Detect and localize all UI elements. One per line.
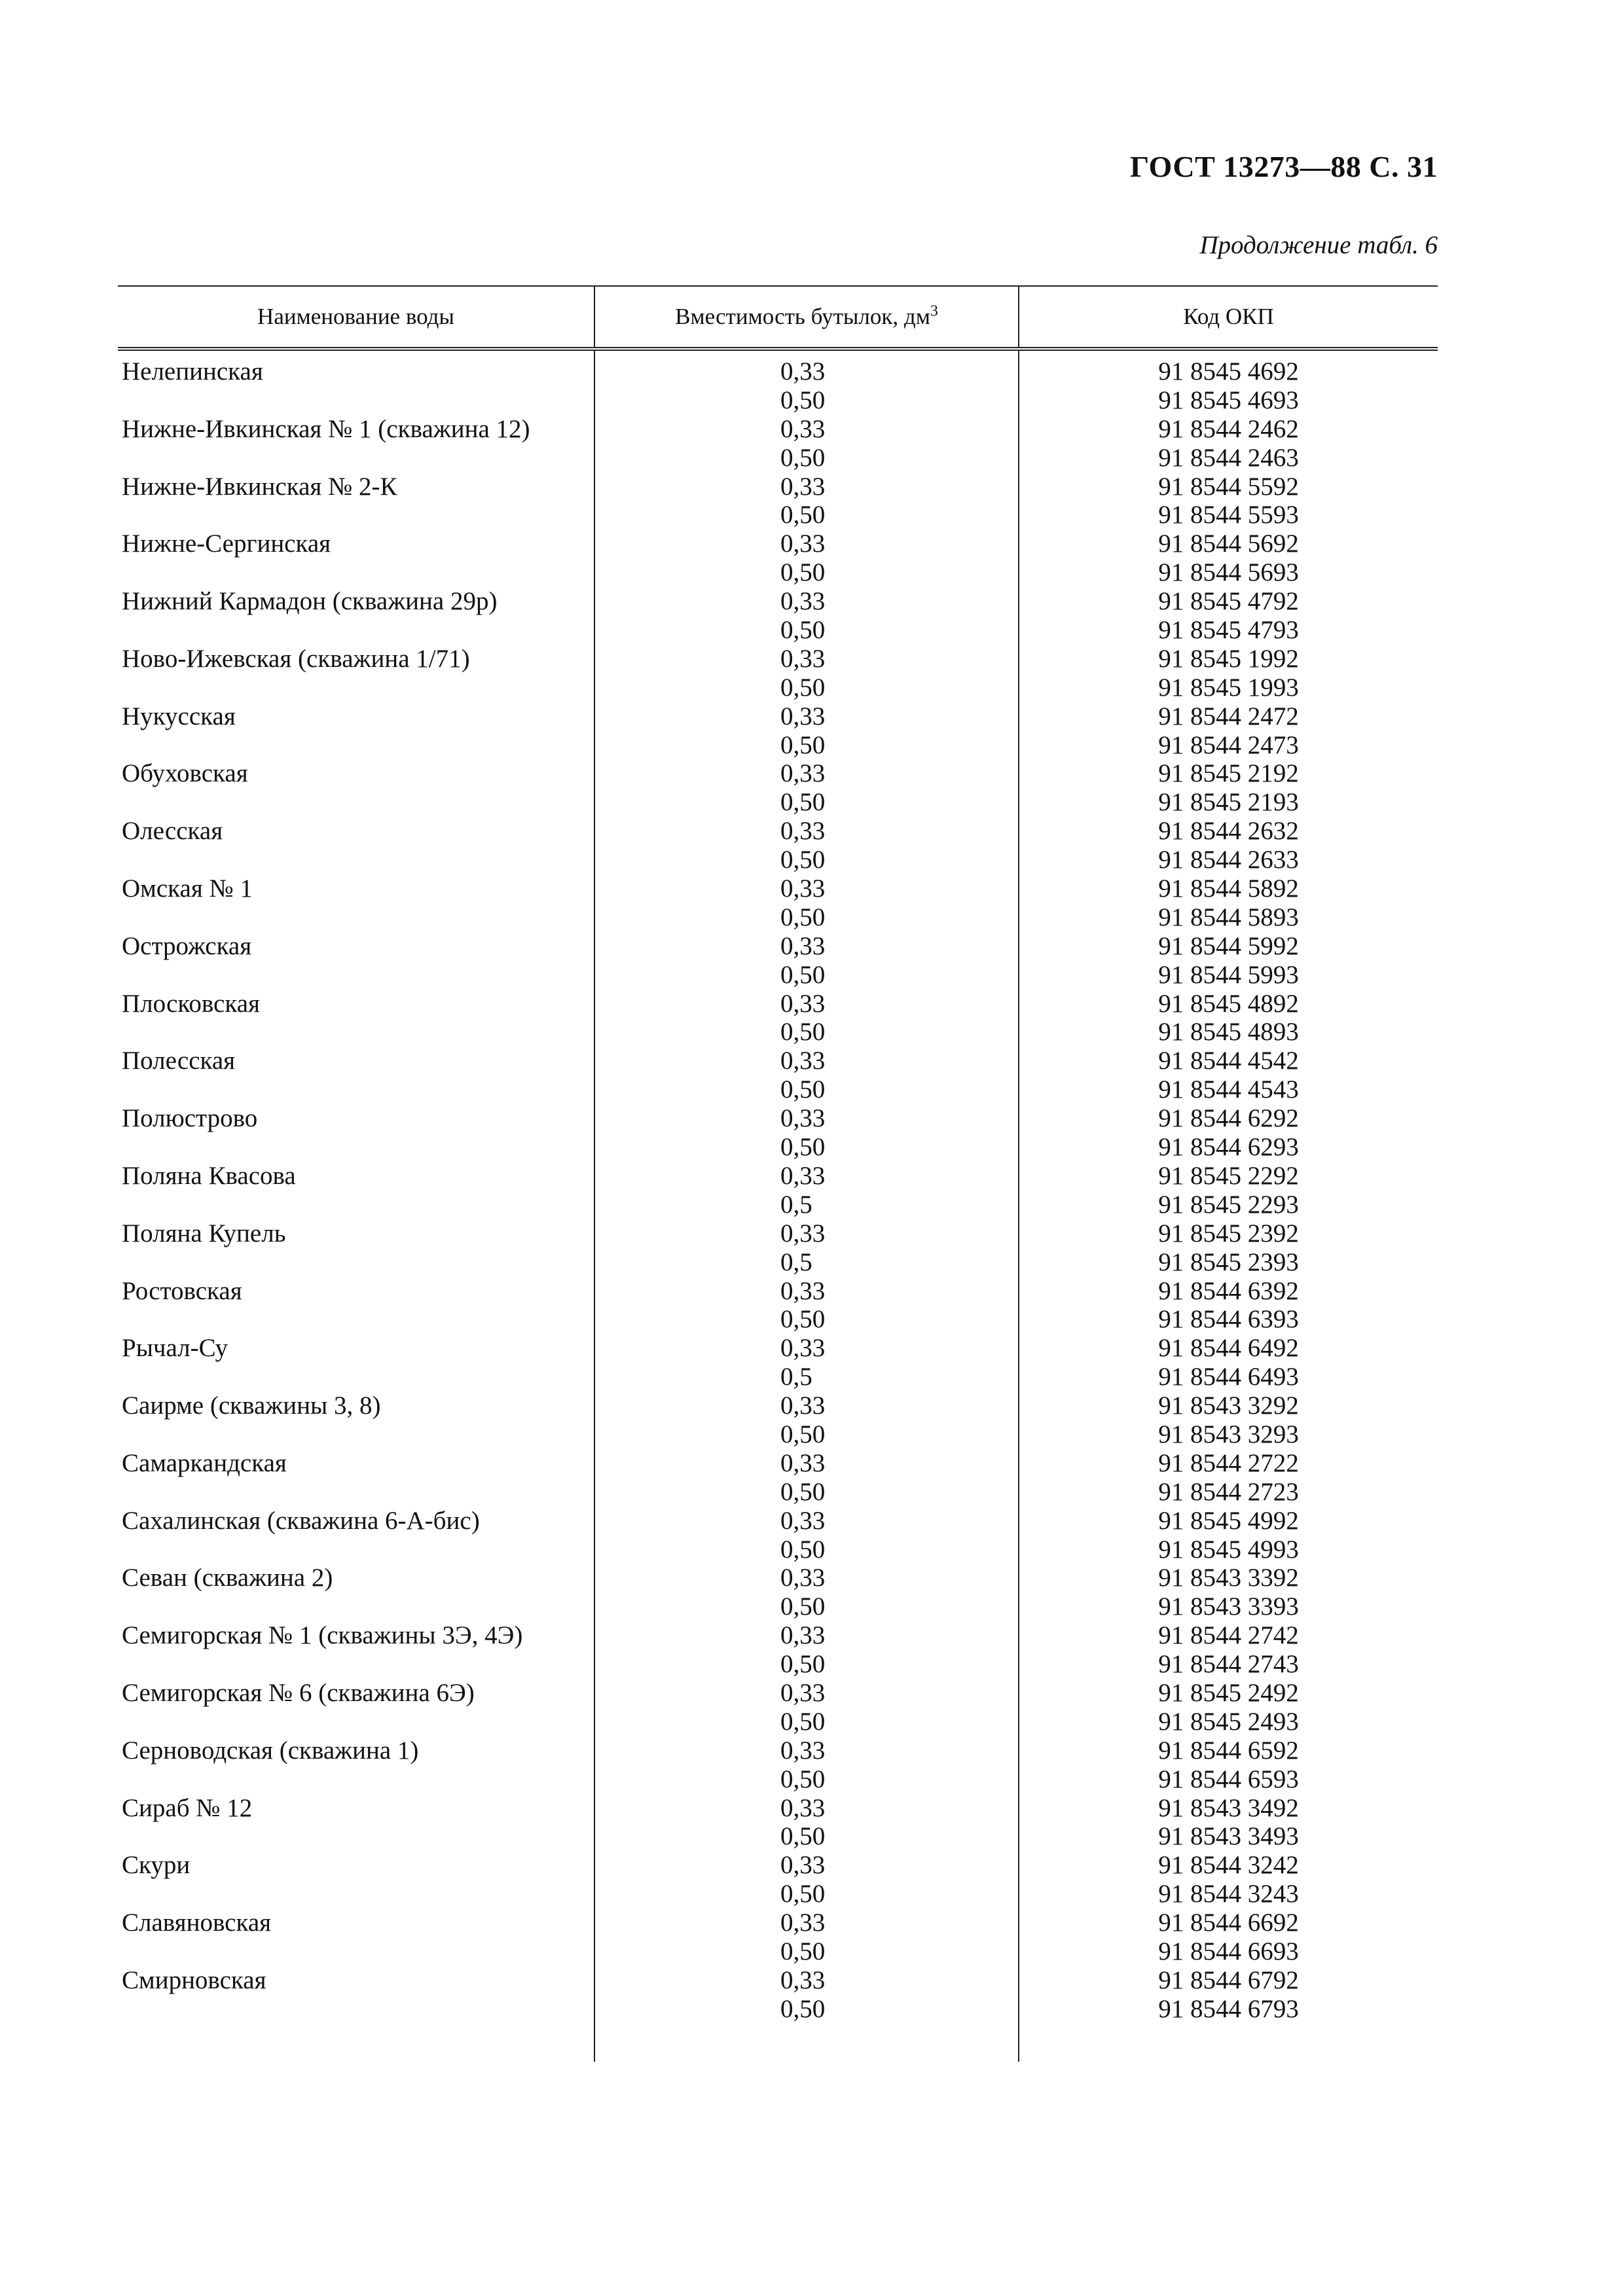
capacity-value: 0,50 bbox=[780, 1765, 826, 1793]
water-name: Нижний Кармадон (скважина 29р) bbox=[122, 587, 498, 616]
capacity-value: 0,50 bbox=[780, 501, 826, 529]
water-name: Нукусская bbox=[122, 702, 236, 730]
capacity-value: 0,33 bbox=[780, 1448, 826, 1477]
capacity-line bbox=[595, 1191, 1018, 1219]
table-body-row bbox=[118, 349, 1438, 2062]
water-table bbox=[118, 285, 1438, 2062]
water-name-spacer bbox=[122, 1937, 594, 1966]
capacity-value: 0,33 bbox=[780, 1219, 826, 1247]
okp-code: 91 8544 2723 bbox=[1158, 1477, 1299, 1506]
water-name-spacer bbox=[122, 961, 594, 990]
water-name: Олесская bbox=[122, 817, 223, 846]
capacity-line bbox=[595, 1305, 1018, 1334]
water-name: Сираб № 12 bbox=[122, 1793, 253, 1822]
water-name: Нижне-Сергинская bbox=[122, 529, 331, 558]
okp-code: 91 8543 3393 bbox=[1158, 1592, 1299, 1621]
okp-code: 91 8544 6293 bbox=[1158, 1133, 1299, 1162]
capacity-line bbox=[595, 903, 1018, 932]
capacity-value: 0,50 bbox=[780, 788, 826, 817]
water-name: Севан (скважина 2) bbox=[122, 1564, 333, 1592]
okp-code: 91 8545 4893 bbox=[1158, 1018, 1299, 1047]
capacity-value: 0,50 bbox=[780, 558, 826, 587]
capacity-line bbox=[595, 1162, 1018, 1191]
okp-code: 91 8544 6292 bbox=[1158, 1104, 1299, 1133]
water-name: Острожская bbox=[122, 931, 252, 960]
capacity-line bbox=[595, 1507, 1018, 1535]
okp-code: 91 8545 2292 bbox=[1158, 1161, 1299, 1190]
okp-code: 91 8545 4892 bbox=[1158, 989, 1299, 1018]
capacity-value: 0,5 bbox=[780, 1247, 812, 1276]
okp-code: 91 8544 2463 bbox=[1158, 443, 1299, 472]
capacity-value: 0,33 bbox=[780, 472, 826, 501]
water-name-spacer bbox=[122, 1248, 594, 1277]
capacity-line bbox=[595, 529, 1018, 558]
okp-code: 91 8545 2192 bbox=[1158, 759, 1299, 788]
capacity-value: 0,33 bbox=[780, 874, 826, 903]
okp-code: 91 8544 5893 bbox=[1158, 903, 1299, 931]
water-name-spacer bbox=[122, 501, 594, 529]
okp-code: 91 8543 3293 bbox=[1158, 1420, 1299, 1448]
capacity-line bbox=[595, 1277, 1018, 1306]
capacity-line bbox=[595, 1018, 1018, 1047]
okp-code: 91 8544 5993 bbox=[1158, 960, 1299, 989]
water-name: Поляна Квасова bbox=[122, 1161, 296, 1190]
capacity-value: 0,33 bbox=[780, 1564, 826, 1592]
water-name: Ново-Ижевская (скважина 1/71) bbox=[122, 644, 470, 673]
column-header-name: Наименование воды bbox=[118, 286, 594, 349]
water-name-spacer bbox=[122, 1880, 594, 1909]
water-name: Полюстрово bbox=[122, 1104, 258, 1133]
capacity-value: 0,33 bbox=[780, 1793, 826, 1822]
okp-code: 91 8545 4792 bbox=[1158, 587, 1299, 616]
capacity-value: 0,33 bbox=[780, 587, 826, 616]
water-name-spacer bbox=[122, 616, 594, 645]
okp-code: 91 8544 5593 bbox=[1158, 501, 1299, 529]
okp-code: 91 8544 5693 bbox=[1158, 558, 1299, 587]
water-name: Семигорская № 6 (скважина 6Э) bbox=[122, 1678, 475, 1707]
capacity-value: 0,50 bbox=[780, 1477, 826, 1506]
capacity-line bbox=[595, 874, 1018, 903]
okp-code: 91 8544 5692 bbox=[1158, 529, 1299, 558]
capacity-value: 0,33 bbox=[780, 644, 826, 673]
okp-code: 91 8544 5592 bbox=[1158, 472, 1299, 501]
capacity-line bbox=[595, 846, 1018, 874]
okp-code: 91 8544 4542 bbox=[1158, 1047, 1299, 1075]
capacity-value: 0,50 bbox=[780, 1650, 826, 1679]
okp-code: 91 8544 3242 bbox=[1158, 1851, 1299, 1880]
capacity-value: 0,50 bbox=[780, 1018, 826, 1047]
table-caption: Продолжение табл. 6 bbox=[1199, 231, 1438, 259]
capacity-line bbox=[595, 1420, 1018, 1449]
capacity-value: 0,5 bbox=[780, 1363, 812, 1391]
water-name: Полесская bbox=[122, 1047, 236, 1075]
okp-code: 91 8545 4693 bbox=[1158, 386, 1299, 414]
capacity-value: 0,33 bbox=[780, 1047, 826, 1075]
okp-code: 91 8544 3243 bbox=[1158, 1880, 1299, 1909]
capacity-line bbox=[595, 1334, 1018, 1363]
capacity-value: 0,33 bbox=[780, 1334, 826, 1363]
capacity-value: 0,50 bbox=[780, 1592, 826, 1621]
capacity-line bbox=[595, 1909, 1018, 1937]
okp-code: 91 8544 6593 bbox=[1158, 1765, 1299, 1793]
okp-code: 91 8545 2492 bbox=[1158, 1678, 1299, 1707]
capacity-line bbox=[595, 1736, 1018, 1765]
water-name: Сахалинская (скважина 6-А-бис) bbox=[122, 1506, 480, 1535]
capacity-value: 0,33 bbox=[780, 1678, 826, 1707]
okp-code: 91 8544 6493 bbox=[1158, 1363, 1299, 1391]
okp-code: 91 8545 2393 bbox=[1158, 1247, 1299, 1276]
column-header-capacity bbox=[594, 286, 1019, 349]
capacity-line bbox=[595, 386, 1018, 415]
water-name-spacer bbox=[122, 386, 594, 415]
okp-code: 91 8544 2632 bbox=[1158, 817, 1299, 846]
capacity-line bbox=[595, 1248, 1018, 1277]
water-name-spacer bbox=[122, 1650, 594, 1679]
capacity-value: 0,5 bbox=[780, 1190, 812, 1219]
capacity-value: 0,33 bbox=[780, 1851, 826, 1880]
capacity-line bbox=[595, 1391, 1018, 1420]
capacity-value: 0,50 bbox=[780, 1535, 826, 1564]
page-header: ГОСТ 13273—88 С. 31 bbox=[1129, 150, 1438, 183]
okp-code: 91 8543 3392 bbox=[1158, 1564, 1299, 1592]
capacity-value: 0,50 bbox=[780, 1075, 826, 1104]
capacity-line bbox=[595, 1822, 1018, 1851]
capacity-value: 0,50 bbox=[780, 730, 826, 759]
capacity-line bbox=[595, 501, 1018, 529]
okp-code: 91 8545 4692 bbox=[1158, 357, 1299, 386]
water-name: Ростовская bbox=[122, 1276, 242, 1305]
okp-code: 91 8544 6392 bbox=[1158, 1276, 1299, 1305]
capacity-line bbox=[595, 1621, 1018, 1650]
capacity-line bbox=[595, 961, 1018, 990]
water-name-spacer bbox=[122, 903, 594, 932]
okp-code: 91 8543 3292 bbox=[1158, 1391, 1299, 1420]
capacity-value: 0,50 bbox=[780, 1133, 826, 1162]
capacity-line bbox=[595, 1966, 1018, 1995]
okp-code: 91 8545 2493 bbox=[1158, 1707, 1299, 1736]
capacity-value: 0,33 bbox=[780, 759, 826, 788]
capacity-value: 0,50 bbox=[780, 673, 826, 702]
capacity-line bbox=[595, 1075, 1018, 1104]
capacity-value: 0,50 bbox=[780, 1707, 826, 1736]
capacity-value: 0,33 bbox=[780, 529, 826, 558]
water-name: Скури bbox=[122, 1851, 191, 1880]
water-name-spacer bbox=[122, 1305, 594, 1334]
okp-code: 91 8545 4793 bbox=[1158, 616, 1299, 645]
water-name: Обуховская bbox=[122, 759, 248, 788]
capacity-line bbox=[595, 1047, 1018, 1075]
water-name: Серноводская (скважина 1) bbox=[122, 1736, 419, 1765]
okp-code: 91 8544 6693 bbox=[1158, 1937, 1299, 1965]
okp-code: 91 8544 6692 bbox=[1158, 1909, 1299, 1937]
capacity-value: 0,33 bbox=[780, 1104, 826, 1133]
water-name: Смирновская bbox=[122, 1965, 266, 1994]
capacity-line bbox=[595, 1535, 1018, 1564]
capacity-line bbox=[595, 932, 1018, 961]
capacity-line bbox=[595, 673, 1018, 702]
capacity-line bbox=[595, 759, 1018, 788]
okp-code: 91 8545 1993 bbox=[1158, 673, 1299, 702]
capacity-line bbox=[595, 1851, 1018, 1880]
capacity-line bbox=[595, 1937, 1018, 1966]
okp-code: 91 8545 4993 bbox=[1158, 1535, 1299, 1564]
water-name-spacer bbox=[122, 788, 594, 817]
okp-code: 91 8544 2473 bbox=[1158, 730, 1299, 759]
okp-code: 91 8544 2742 bbox=[1158, 1621, 1299, 1650]
water-name-spacer bbox=[122, 731, 594, 760]
okp-code: 91 8543 3492 bbox=[1158, 1793, 1299, 1822]
capacity-line bbox=[595, 990, 1018, 1018]
okp-code: 91 8544 2633 bbox=[1158, 846, 1299, 874]
capacity-value: 0,50 bbox=[780, 386, 826, 414]
capacity-value: 0,33 bbox=[780, 1391, 826, 1420]
water-name-spacer bbox=[122, 1822, 594, 1851]
capacity-value: 0,33 bbox=[780, 1506, 826, 1535]
water-name: Нижне-Ивкинская № 2-К bbox=[122, 472, 397, 501]
water-name: Славяновская bbox=[122, 1909, 272, 1937]
capacity-value: 0,50 bbox=[780, 1937, 826, 1965]
water-name-spacer bbox=[122, 1708, 594, 1736]
capacity-value: 0,33 bbox=[780, 989, 826, 1018]
water-name: Рычал-Су bbox=[122, 1334, 228, 1363]
capacity-line bbox=[595, 702, 1018, 731]
okp-code: 91 8545 2193 bbox=[1158, 788, 1299, 817]
capacity-value: 0,33 bbox=[780, 1909, 826, 1937]
capacity-value: 0,33 bbox=[780, 1965, 826, 1994]
water-name: Поляна Купель bbox=[122, 1219, 286, 1247]
capacity-value: 0,33 bbox=[780, 1276, 826, 1305]
water-name: Омская № 1 bbox=[122, 874, 253, 903]
capacity-line bbox=[595, 1592, 1018, 1621]
capacity-line bbox=[595, 1794, 1018, 1823]
okp-code: 91 8544 6792 bbox=[1158, 1965, 1299, 1994]
water-name-spacer bbox=[122, 1075, 594, 1104]
okp-code: 91 8545 4992 bbox=[1158, 1506, 1299, 1535]
capacity-value: 0,50 bbox=[780, 1994, 826, 2023]
capacity-line bbox=[595, 473, 1018, 501]
capacity-line bbox=[595, 1478, 1018, 1507]
water-name-spacer bbox=[122, 1363, 594, 1391]
okp-code: 91 8544 2472 bbox=[1158, 702, 1299, 730]
capacity-line bbox=[595, 1995, 1018, 2024]
capacity-line bbox=[595, 1880, 1018, 1909]
column-header-code: Код ОКП bbox=[1019, 286, 1438, 349]
okp-code: 91 8544 6793 bbox=[1158, 1994, 1299, 2023]
water-name: Саирме (скважины 3, 8) bbox=[122, 1391, 381, 1420]
water-name: Плосковская bbox=[122, 989, 260, 1018]
capacities-column bbox=[594, 349, 1019, 2062]
capacity-line bbox=[595, 788, 1018, 817]
capacity-value: 0,50 bbox=[780, 1420, 826, 1448]
okp-code: 91 8544 4543 bbox=[1158, 1075, 1299, 1104]
capacity-value: 0,33 bbox=[780, 357, 826, 386]
water-name: Самаркандская bbox=[122, 1448, 287, 1477]
capacity-value: 0,50 bbox=[780, 443, 826, 472]
table-header-row bbox=[118, 286, 1438, 349]
capacity-header-text: Вместимость бутылок, дм bbox=[675, 304, 930, 329]
capacity-line bbox=[595, 1765, 1018, 1794]
water-name-spacer bbox=[122, 558, 594, 587]
capacity-line bbox=[595, 1104, 1018, 1133]
okp-code: 91 8544 5892 bbox=[1158, 874, 1299, 903]
capacity-value: 0,33 bbox=[780, 931, 826, 960]
capacity-line bbox=[595, 1564, 1018, 1592]
okp-code: 91 8545 1992 bbox=[1158, 644, 1299, 673]
capacity-value: 0,33 bbox=[780, 817, 826, 846]
capacity-value: 0,50 bbox=[780, 1822, 826, 1851]
capacity-value: 0,50 bbox=[780, 1880, 826, 1909]
capacity-line bbox=[595, 357, 1018, 386]
capacity-value: 0,33 bbox=[780, 1621, 826, 1650]
okp-code: 91 8545 2392 bbox=[1158, 1219, 1299, 1247]
okp-code: 91 8544 5992 bbox=[1158, 931, 1299, 960]
capacity-line bbox=[595, 415, 1018, 444]
capacity-value: 0,50 bbox=[780, 616, 826, 645]
okp-code: 91 8544 2722 bbox=[1158, 1448, 1299, 1477]
capacity-line bbox=[595, 1133, 1018, 1162]
capacity-line bbox=[595, 587, 1018, 616]
capacity-line bbox=[595, 645, 1018, 673]
water-name-spacer bbox=[122, 1535, 594, 1564]
capacity-value: 0,50 bbox=[780, 846, 826, 874]
water-name: Нижне-Ивкинская № 1 (скважина 12) bbox=[122, 414, 530, 443]
capacity-value: 0,33 bbox=[780, 414, 826, 443]
capacity-value: 0,33 bbox=[780, 702, 826, 730]
water-name-spacer bbox=[122, 1133, 594, 1162]
capacity-line bbox=[595, 1650, 1018, 1679]
okp-code: 91 8544 6492 bbox=[1158, 1334, 1299, 1363]
water-name-spacer bbox=[122, 1478, 594, 1507]
capacity-line bbox=[595, 1363, 1018, 1391]
names-column bbox=[118, 349, 594, 2062]
capacity-line bbox=[595, 558, 1018, 587]
water-name-spacer bbox=[122, 673, 594, 702]
water-name-spacer bbox=[122, 1765, 594, 1794]
capacity-line bbox=[595, 616, 1018, 645]
okp-code: 91 8544 2462 bbox=[1158, 414, 1299, 443]
capacity-line bbox=[595, 1708, 1018, 1736]
water-name-spacer bbox=[122, 1420, 594, 1449]
capacity-value: 0,50 bbox=[780, 960, 826, 989]
capacity-value: 0,50 bbox=[780, 1305, 826, 1334]
capacity-line bbox=[595, 1219, 1018, 1248]
water-name-spacer bbox=[122, 1995, 594, 2024]
water-name: Нелепинская bbox=[122, 357, 263, 386]
capacity-value: 0,33 bbox=[780, 1736, 826, 1765]
water-name-spacer bbox=[122, 444, 594, 473]
okp-code: 91 8545 2293 bbox=[1158, 1190, 1299, 1219]
capacity-line bbox=[595, 731, 1018, 760]
water-name-spacer bbox=[122, 1592, 594, 1621]
water-name-spacer bbox=[122, 846, 594, 874]
capacity-value: 0,33 bbox=[780, 1161, 826, 1190]
capacity-header-superscript: 3 bbox=[930, 302, 938, 320]
capacity-line bbox=[595, 1449, 1018, 1478]
water-name: Семигорская № 1 (скважины 3Э, 4Э) bbox=[122, 1621, 523, 1650]
capacity-line bbox=[595, 1679, 1018, 1708]
capacity-line bbox=[595, 444, 1018, 473]
water-name-spacer bbox=[122, 1018, 594, 1047]
okp-code: 91 8544 6592 bbox=[1158, 1736, 1299, 1765]
capacity-line bbox=[595, 817, 1018, 846]
codes-column bbox=[1019, 349, 1438, 2062]
okp-code: 91 8544 6393 bbox=[1158, 1305, 1299, 1334]
water-name-spacer bbox=[122, 1191, 594, 1219]
okp-code: 91 8543 3493 bbox=[1158, 1822, 1299, 1851]
capacity-value: 0,50 bbox=[780, 903, 826, 931]
okp-code: 91 8544 2743 bbox=[1158, 1650, 1299, 1679]
